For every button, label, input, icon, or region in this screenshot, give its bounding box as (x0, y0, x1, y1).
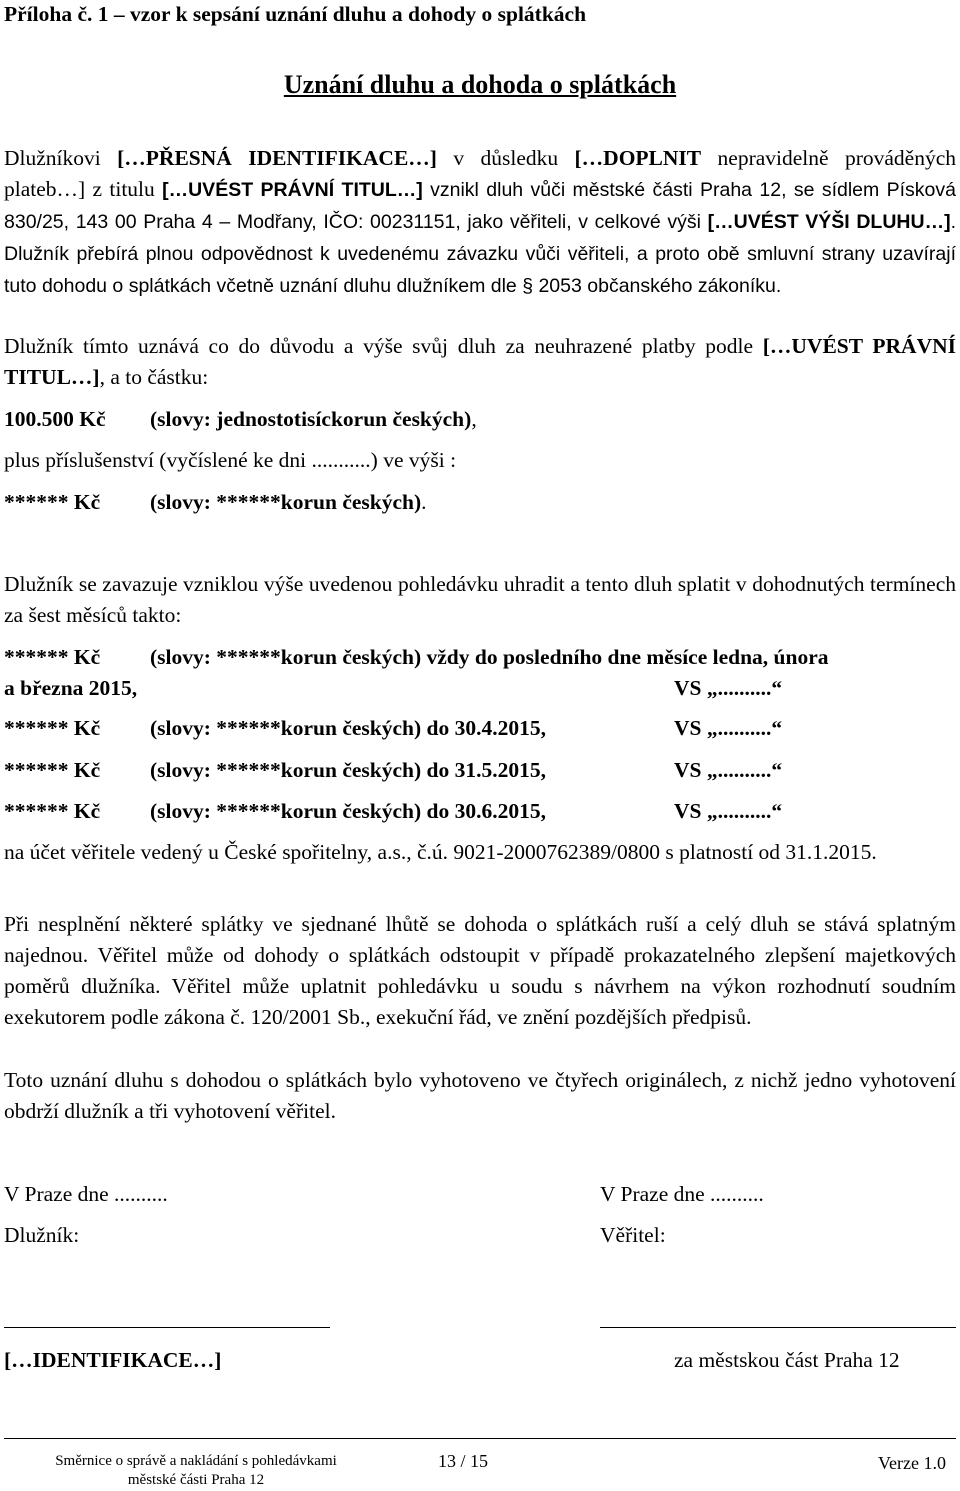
footer-document-line1: Směrnice o správě a nakládání s pohledávkami (55, 1453, 337, 1469)
creditor-label: Věřitel: (600, 1223, 666, 1247)
footer-document-line2: městské části Praha 12 (127, 1472, 265, 1488)
footer-version: Verze 1.0 (878, 1453, 946, 1473)
creditor-signature-line (600, 1327, 956, 1328)
debtor-label: Dlužník: (4, 1223, 80, 1247)
installment-row: ****** Kč (slovy: ******korun českých) do 31.5.2015, (4, 758, 546, 782)
installment-row-vs: VS „..........“ (674, 716, 783, 740)
termination-paragraph: Při nesplnění některé splátky ve sjednané lhůtě se dohoda o splátkách ruší a celý dluh se stává splatným najednou. Věřitel může od dohody o splátkách odstoupit v případě prokazatelného zlepšení majetkových poměrů dlužníka. Věřitel může uplatnit pohledávku u soudu s návrhem na výkon rozhodnutí soudním exekutorem podle zákona č. 120/2001 Sb., exekuční řád, ve znění pozdějších předpisů. (4, 912, 956, 1029)
payment-commitment-paragraph: Dlužník se zavazuje vzniklou výše uvedenou pohledávku uhradit a tento dluh splatit v dohodnutých termínech za šest měsíců takto: (4, 572, 956, 627)
installment-first: ****** Kč (slovy: ******korun českých) vždy do posledního dne měsíce ledna, února (4, 645, 829, 669)
debtor-place-date: V Praze dne .......... (4, 1182, 168, 1206)
debtor-identification: […IDENTIFIKACE…] (4, 1348, 222, 1372)
footer-page-number: 13 / 15 (438, 1451, 489, 1471)
bank-account-paragraph: na účet věřitele vedený u České spořitelny, a.s., č.ú. 9021-2000762389/0800 s platností od 31.1.2015. (4, 840, 877, 864)
creditor-name: za městskou část Praha 12 (674, 1348, 900, 1372)
installment-row: ****** Kč (slovy: ******korun českých) do 30.4.2015, (4, 716, 546, 740)
intro-paragraph: Dlužníkovi […PŘESNÁ IDENTIFIKACE…] v důsledku […DOPLNIT nepravidelně prováděných plateb…] z titulu […UVÉST PRÁVNÍ TITUL…] vznikl dluh vůči městské části Praha 12, se sídlem Písková 830/25, 143 00 Praha 4 – Modřany, IČO: 00231151, jako věřiteli, v celkové výši […UVÉST VÝŠI DLUHU…]. Dlužník přebírá plnou odpovědnost k uvedenému závazku vůči věřiteli, a proto obě smluvní strany uzavírají tuto dohodu o splátkách včetně uznání dluhu dlužníkem dle § 2053 občanského zákoníku. (4, 146, 957, 297)
installment-row-vs: VS „..........“ (674, 799, 783, 823)
installment-first-continued: a března 2015, (4, 676, 138, 700)
creditor-place-date: V Praze dne .......... (600, 1182, 764, 1206)
debtor-signature-line (4, 1327, 330, 1328)
acknowledgement-paragraph: Dlužník tímto uznává co do důvodu a výše svůj dluh za neuhrazené platby podle […UVÉST PRÁVNÍ TITUL…], a to částku: (4, 334, 956, 389)
accessories-line: plus příslušenství (vyčíslené ke dni ...........) ve výši : (4, 448, 457, 472)
footer-divider (4, 1438, 956, 1439)
principal-amount: 100.500 Kč (slovy: jednostotisíckorun českých), (4, 407, 477, 431)
copies-paragraph: Toto uznání dluhu s dohodou o splátkách bylo vyhotoveno ve čtyřech originálech, z nichž jedno vyhotovení obdrží dlužník a tři vyhotovení věřitel. (4, 1068, 956, 1123)
document-title: Uznání dluhu a dohoda o splátkách (283, 70, 677, 99)
installment-row: ****** Kč (slovy: ******korun českých) do 30.6.2015, (4, 799, 546, 823)
installment-first-vs: VS „..........“ (674, 676, 783, 700)
installment-row-vs: VS „..........“ (674, 758, 783, 782)
annex-heading: Příloha č. 1 – vzor k sepsání uznání dluhu a dohody o splátkách (4, 2, 587, 26)
accessories-amount: ****** Kč (slovy: ******korun českých). (4, 490, 427, 514)
footer-document-name (36, 1452, 356, 1490)
